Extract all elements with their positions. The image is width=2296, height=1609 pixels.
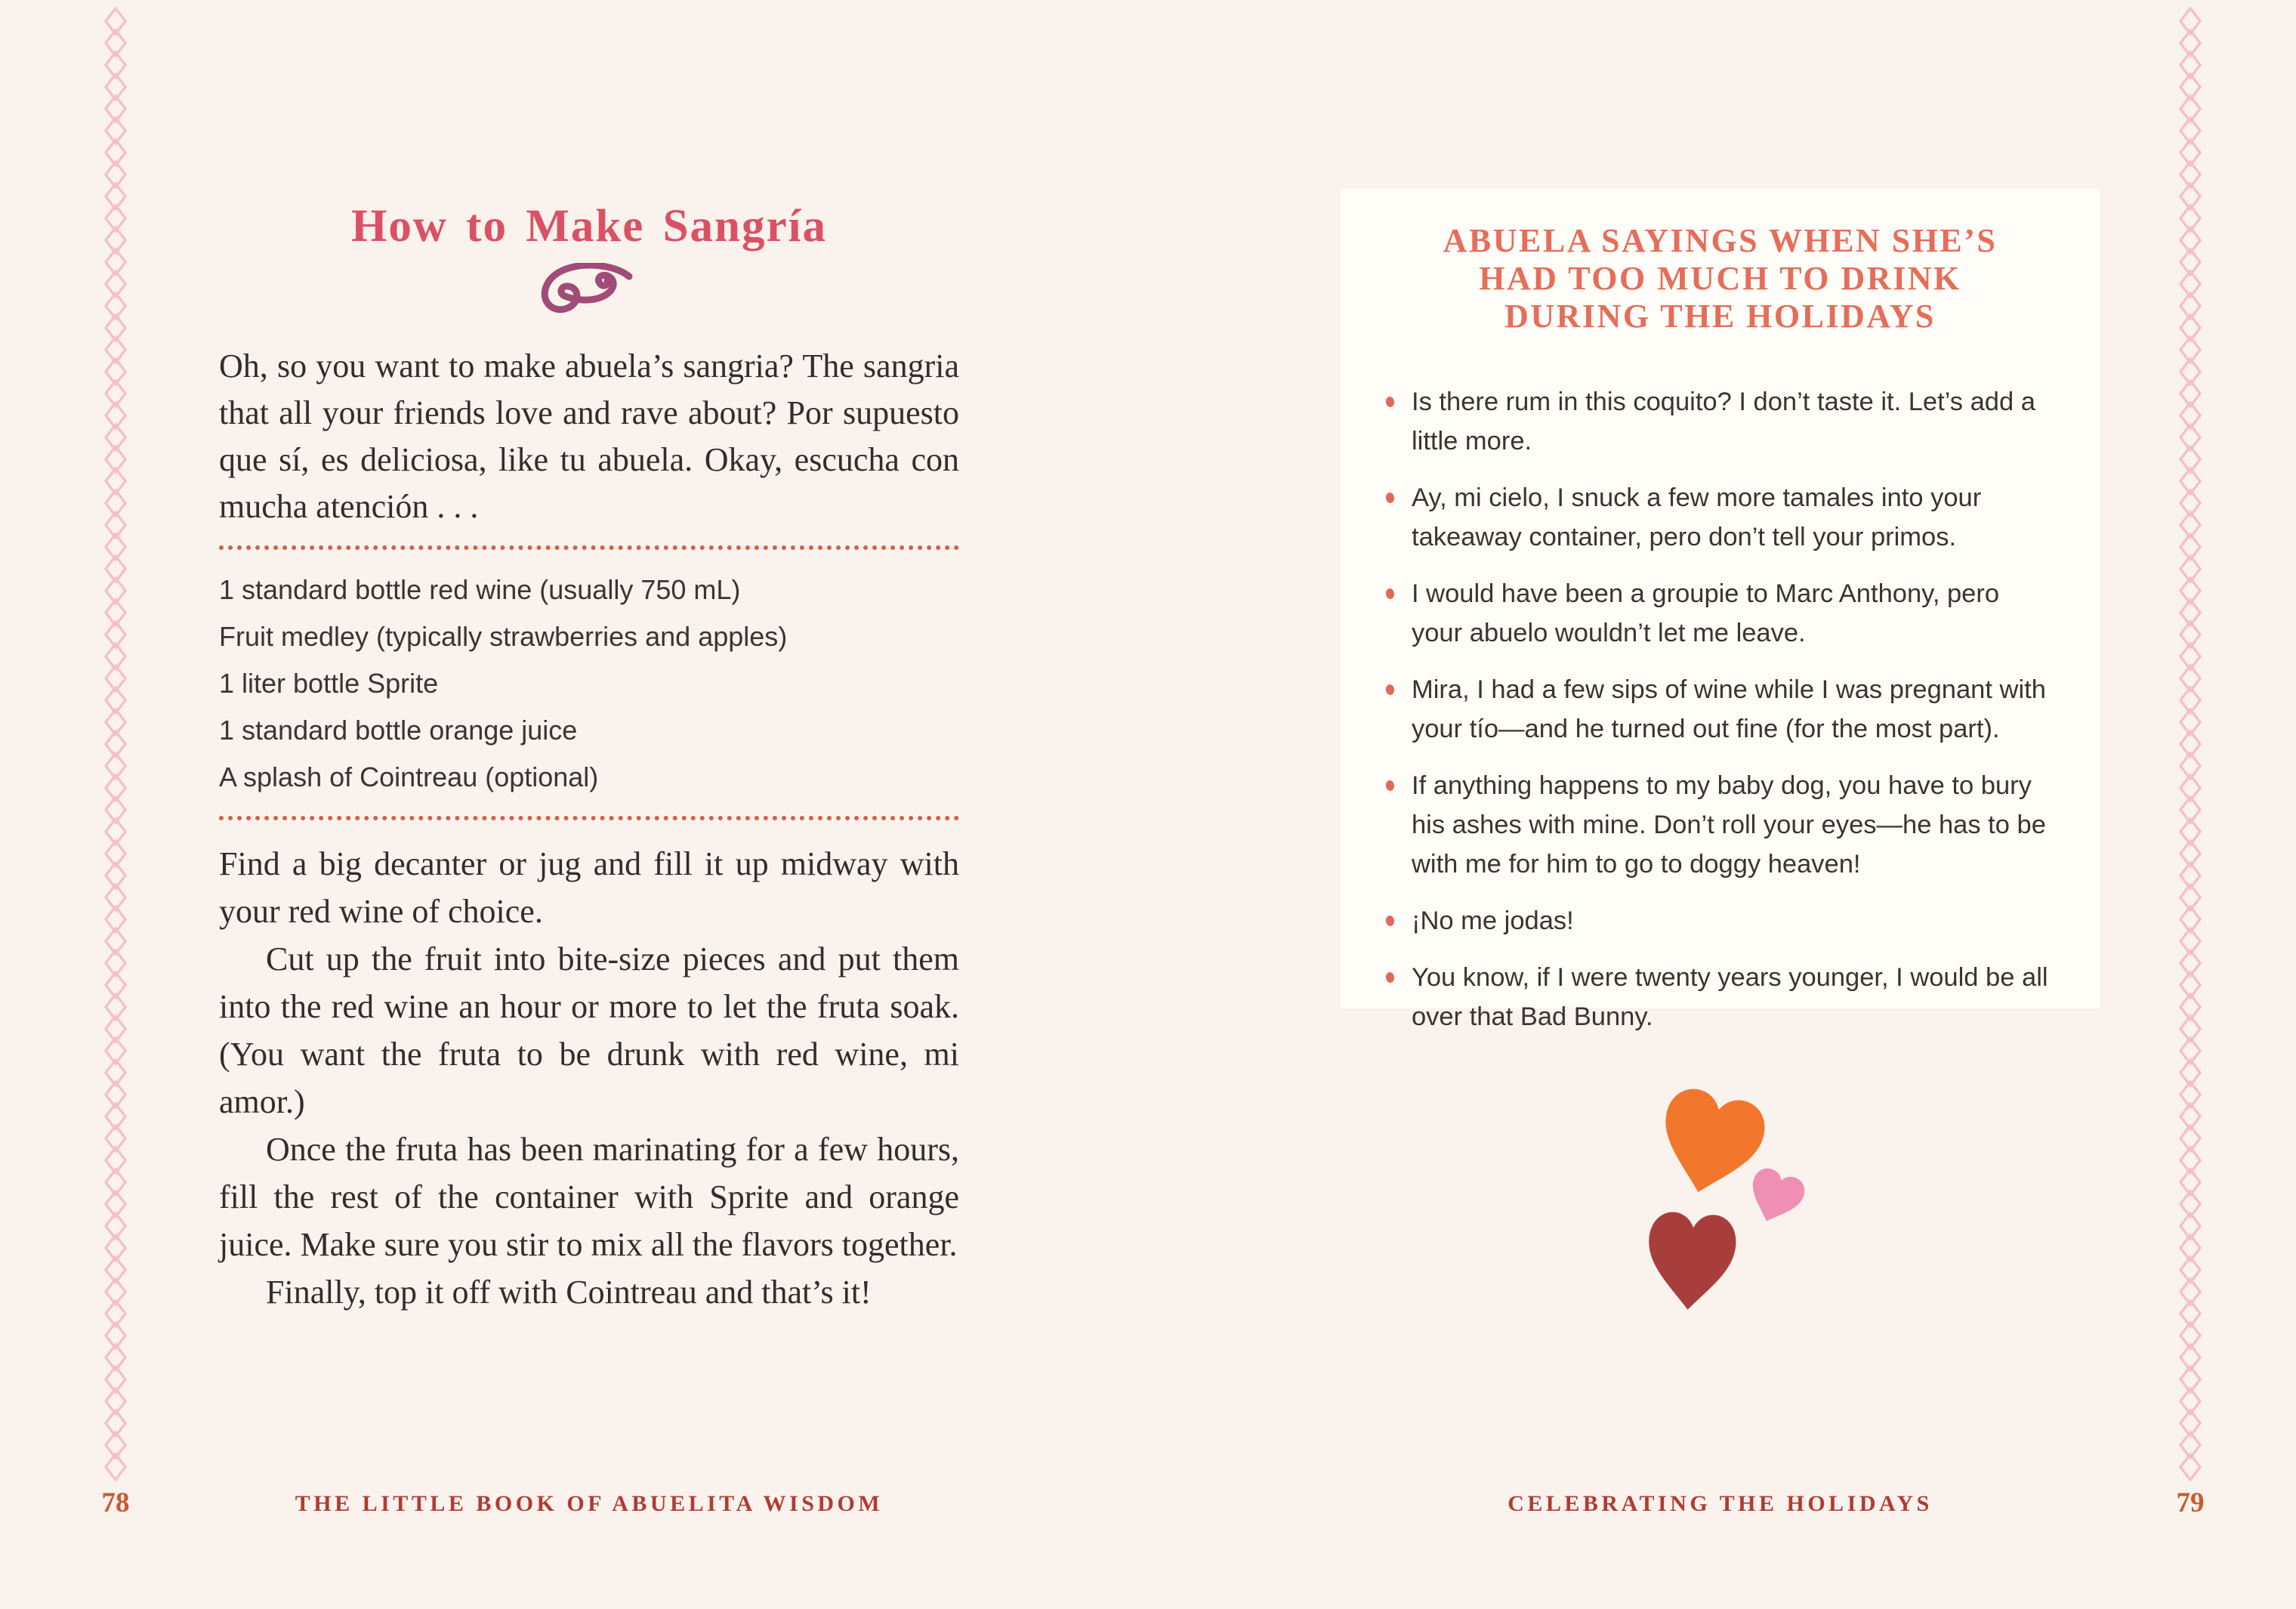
sayings-list xyxy=(1384,382,2056,1036)
running-title-left: THE LITTLE BOOK OF ABUELITA WISDOM xyxy=(295,1491,884,1516)
instruction-paragraph: Finally, top it off with Cointreau and that’s it! xyxy=(266,1274,872,1311)
diamond-chain-border-left xyxy=(100,0,131,1609)
saying-text: If anything happens to my baby dog, you have to bury his ashes with mine. Don’t roll your eyes—he has to be with me for him to go to doggy heaven! xyxy=(1412,771,2046,879)
bullet-dot-icon xyxy=(1385,396,1395,407)
saying-item xyxy=(1412,478,2056,557)
saying-text: ¡No me jodas! xyxy=(1412,906,1574,935)
instruction-paragraph: Find a big decanter or jug and fill it up midway with your red wine of choice. xyxy=(219,845,959,930)
saying-item xyxy=(1412,901,2056,940)
page-number-right: 79 xyxy=(2176,1487,2205,1518)
ingredient-item: 1 standard bottle orange juice xyxy=(219,715,578,746)
bullet-dot-icon xyxy=(1385,915,1395,926)
ingredient-item: 1 liter bottle Sprite xyxy=(219,668,439,699)
instruction-paragraph: Cut up the fruit into bite-size pieces and put them into the red wine an hour or more to let the fruta soak. (You want the fruta to be drunk with red wine, mi amor.) xyxy=(219,940,959,1120)
instructions xyxy=(219,840,959,1316)
box-title-line: DURING THE HOLIDAYS xyxy=(1504,298,1936,335)
instruction-paragraph: Once the fruta has been marinating for a few hours, fill the rest of the container with Sprite and orange juice. Make sure you stir to mix all the flavors together. xyxy=(219,1131,959,1263)
ingredient-item: Fruit medley (typically strawberries and apples) xyxy=(219,621,788,652)
dotted-divider-top xyxy=(219,545,959,550)
bullet-dot-icon xyxy=(1385,684,1395,695)
dotted-divider-bottom xyxy=(219,816,959,820)
ingredient-item: A splash of Cointreau (optional) xyxy=(219,761,599,792)
saying-text: Mira, I had a few sips of wine while I was pregnant with your tío—and he turned out fine (for the most part). xyxy=(1412,675,2046,743)
saying-text: Is there rum in this coquito? I don’t taste it. Let’s add a little more. xyxy=(1412,388,2035,456)
bullet-dot-icon xyxy=(1385,588,1395,599)
orange-heart-icon xyxy=(1649,1083,1770,1204)
left-page xyxy=(219,0,959,1316)
saying-text: Ay, mi cielo, I snuck a few more tamales into your takeaway container, pero don’t tell your primos. xyxy=(1412,483,1982,551)
saying-item xyxy=(1412,766,2056,884)
saying-item xyxy=(1412,574,2056,653)
hearts-illustration xyxy=(1616,1058,1933,1352)
saying-text: I would have been a groupie to Marc Anthony, pero your abuelo wouldn’t let me leave. xyxy=(1412,579,2000,647)
diamond-chain-border-right xyxy=(2175,0,2205,1609)
box-title-line: ABUELA SAYINGS WHEN SHE’S xyxy=(1443,222,1998,259)
bullet-dot-icon xyxy=(1385,492,1395,503)
sayings-box-title xyxy=(1384,222,2056,335)
page-title: How to Make Sangría xyxy=(350,201,827,252)
saying-text: You know, if I were twenty years younger, I would be all over that Bad Bunny. xyxy=(1412,963,2048,1031)
dark-red-heart-icon xyxy=(1644,1210,1738,1312)
sayings-box xyxy=(1341,189,2100,1031)
bullet-dot-icon xyxy=(1385,971,1395,983)
bullet-dot-icon xyxy=(1385,780,1395,791)
flourish-ornament-icon xyxy=(532,263,646,326)
saying-item xyxy=(1412,958,2056,1036)
ingredients-list xyxy=(219,567,959,801)
running-title-right: CELEBRATING THE HOLIDAYS xyxy=(1508,1491,1933,1516)
box-title-line: HAD TOO MUCH TO DRINK xyxy=(1479,260,1961,297)
saying-item xyxy=(1412,382,2056,461)
page-number-left: 78 xyxy=(101,1487,130,1518)
ingredient-item: 1 standard bottle red wine (usually 750 mL) xyxy=(219,574,741,605)
pink-heart-icon xyxy=(1742,1165,1808,1231)
saying-item xyxy=(1412,670,2056,749)
intro-paragraph: Oh, so you want to make abuela’s sangria? The sangria that all your friends love and rave about? Por supuesto que sí, es deliciosa, like tu abuela. Okay, escucha con mucha atención . . . xyxy=(219,347,959,525)
